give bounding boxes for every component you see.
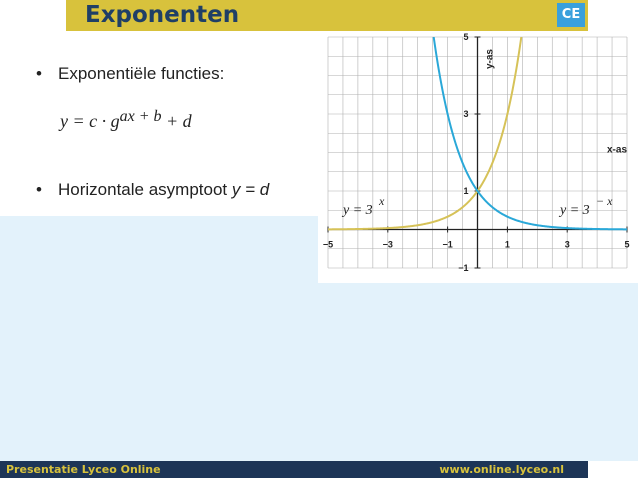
y-tick-label: 3 [463,109,469,119]
slide-title: Exponenten [85,2,240,28]
footer-presenter: Presentatie Lyceo Online [6,463,161,476]
series-label-decay-exponent: − x [596,194,613,208]
x-tick-label: −5 [322,239,334,250]
bullet-dot: • [36,64,42,83]
ce-badge: CE [557,3,585,27]
formula-base: y = c · g [60,111,120,131]
bullet-text: Horizontale asymptoot [58,180,232,199]
bullet-dot: • [36,180,42,199]
x-tick-label: −1 [442,239,453,250]
formula-exponent: ax + b [119,108,162,125]
y-tick-label: −1 [458,263,469,273]
x-axis-label: x-as [606,144,627,156]
bullet-text: Exponentiële functies: [58,64,225,83]
formula-tail: + d [161,111,192,131]
series-label-growth-base: y = 3 [343,203,373,218]
series-label-growth-exponent: x [379,194,385,208]
y-tick-label: 1 [463,186,469,196]
footer-website[interactable]: www.online.lyceo.nl [439,463,564,476]
x-tick-label: 1 [504,239,510,250]
series-label-decay-base: y = 3 [560,203,590,218]
asymptote-formula: y = d [231,180,270,199]
x-tick-label: −3 [382,239,393,250]
y-axis-label: y-as [484,49,496,70]
footer-bar [0,461,588,478]
x-tick-label: 5 [624,239,630,250]
x-tick-label: 3 [564,239,570,250]
y-tick-label: 5 [463,32,469,42]
